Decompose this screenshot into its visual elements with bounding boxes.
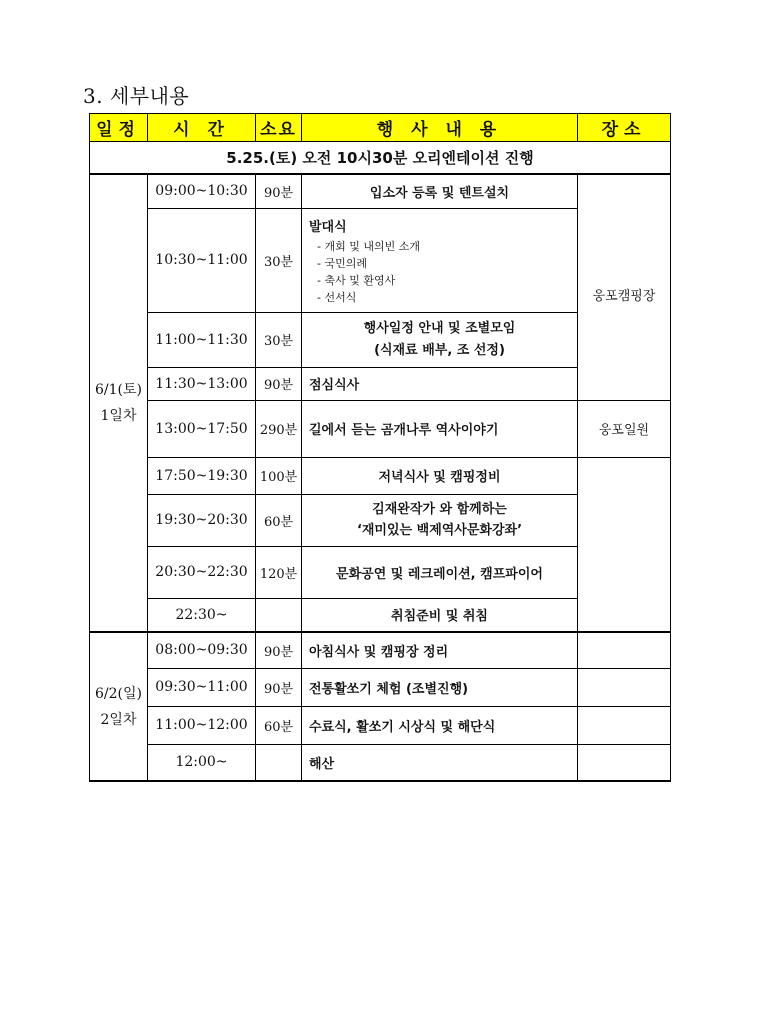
place-empty [578, 744, 671, 781]
place-camp: 웅포캠핑장 [578, 174, 671, 400]
row-time: 12:00~ [148, 744, 256, 781]
row-duration [256, 598, 302, 632]
row-duration: 30분 [256, 208, 302, 312]
place-park: 웅포일원 [578, 400, 671, 457]
row-duration: 90분 [256, 632, 302, 668]
row-time: 11:30~13:00 [148, 367, 256, 400]
table-row [90, 744, 671, 781]
row-activity: 저녁식사 및 캠핑정비 [302, 457, 578, 494]
place-empty [578, 706, 671, 744]
day2-label: 2일차 [100, 711, 137, 728]
day1-label: 1일차 [100, 408, 137, 424]
schedule-table [89, 113, 671, 782]
row-duration: 60분 [256, 706, 302, 744]
day2-cell [90, 632, 148, 781]
row-activity-ceremony [302, 208, 578, 312]
row-time: 17:50~19:30 [148, 457, 256, 494]
header-place: 장소 [578, 114, 671, 142]
table-row [90, 668, 671, 706]
row-time: 09:00~10:30 [148, 174, 256, 208]
row-time: 19:30~20:30 [148, 494, 256, 546]
row-time: 13:00~17:50 [148, 400, 256, 457]
row-activity: 해산 [302, 744, 578, 781]
orientation-row [90, 142, 671, 175]
row-time: 08:00~09:30 [148, 632, 256, 668]
row-activity: 점심식사 [302, 367, 578, 400]
header-time: 시 간 [148, 114, 256, 142]
row-activity: 문화공연 및 레크레이션, 캠프파이어 [302, 546, 578, 598]
row-activity-cell [302, 312, 578, 367]
row-duration [256, 744, 302, 781]
row-activity: 전통활쏘기 체험 (조별진행) [302, 668, 578, 706]
table-row [90, 400, 671, 457]
table-row [90, 706, 671, 744]
row-activity: 수료식, 활쏘기 시상식 및 해단식 [302, 706, 578, 744]
row-time: 22:30~ [148, 598, 256, 632]
header-content: 행 사 내 용 [302, 114, 578, 142]
row-duration: 90분 [256, 367, 302, 400]
place-empty [578, 457, 671, 632]
row-activity-detail: ‘재미있는 백제역사문화강좌’ [356, 523, 523, 538]
day2-date: 6/2(일) [95, 685, 142, 702]
header-schedule: 일정 [90, 114, 148, 142]
row-time: 11:00~12:00 [148, 706, 256, 744]
table-row [90, 457, 671, 494]
row-duration: 90분 [256, 668, 302, 706]
row-activity: 발대식 [309, 220, 347, 235]
row-activity: 입소자 등록 및 텐트설치 [302, 174, 578, 208]
row-duration: 60분 [256, 494, 302, 546]
row-activity: 행사일정 안내 및 조별모임 [363, 320, 516, 336]
row-duration: 90분 [256, 174, 302, 208]
day1-cell [90, 174, 148, 632]
header-duration: 소요 [256, 114, 302, 142]
sub-item: - 개회 및 내의빈 소개 [317, 240, 420, 253]
place-empty [578, 632, 671, 668]
row-activity: 아침식사 및 캠핑장 정리 [302, 632, 578, 668]
sub-item: - 축사 및 환영사 [317, 274, 396, 287]
row-duration: 100분 [256, 457, 302, 494]
header-row [90, 114, 671, 142]
row-time: 10:30~11:00 [148, 208, 256, 312]
place-empty [578, 668, 671, 706]
row-duration: 30분 [256, 312, 302, 367]
table-row [90, 174, 671, 208]
sub-item: - 선서식 [317, 291, 357, 304]
row-activity: 취침준비 및 취침 [302, 598, 578, 632]
row-activity-cell [302, 494, 578, 546]
table-row [90, 632, 671, 668]
day1-date: 6/1(토) [95, 382, 142, 398]
row-duration: 120분 [256, 546, 302, 598]
row-duration: 290분 [256, 400, 302, 457]
orientation-banner: 5.25.(토) 오전 10시30분 오리엔테이션 진행 [90, 142, 671, 175]
row-activity: 김재완작가 와 함께하는 [372, 502, 507, 517]
sub-item: - 국민의례 [317, 257, 367, 270]
row-activity-detail: (식재료 배부, 조 선정) [374, 342, 505, 358]
row-time: 11:00~11:30 [148, 312, 256, 367]
row-time: 09:30~11:00 [148, 668, 256, 706]
row-time: 20:30~22:30 [148, 546, 256, 598]
row-activity: 길에서 듣는 곰개나루 역사이야기 [302, 400, 578, 457]
section-heading: 3. 세부내용 [83, 84, 190, 108]
